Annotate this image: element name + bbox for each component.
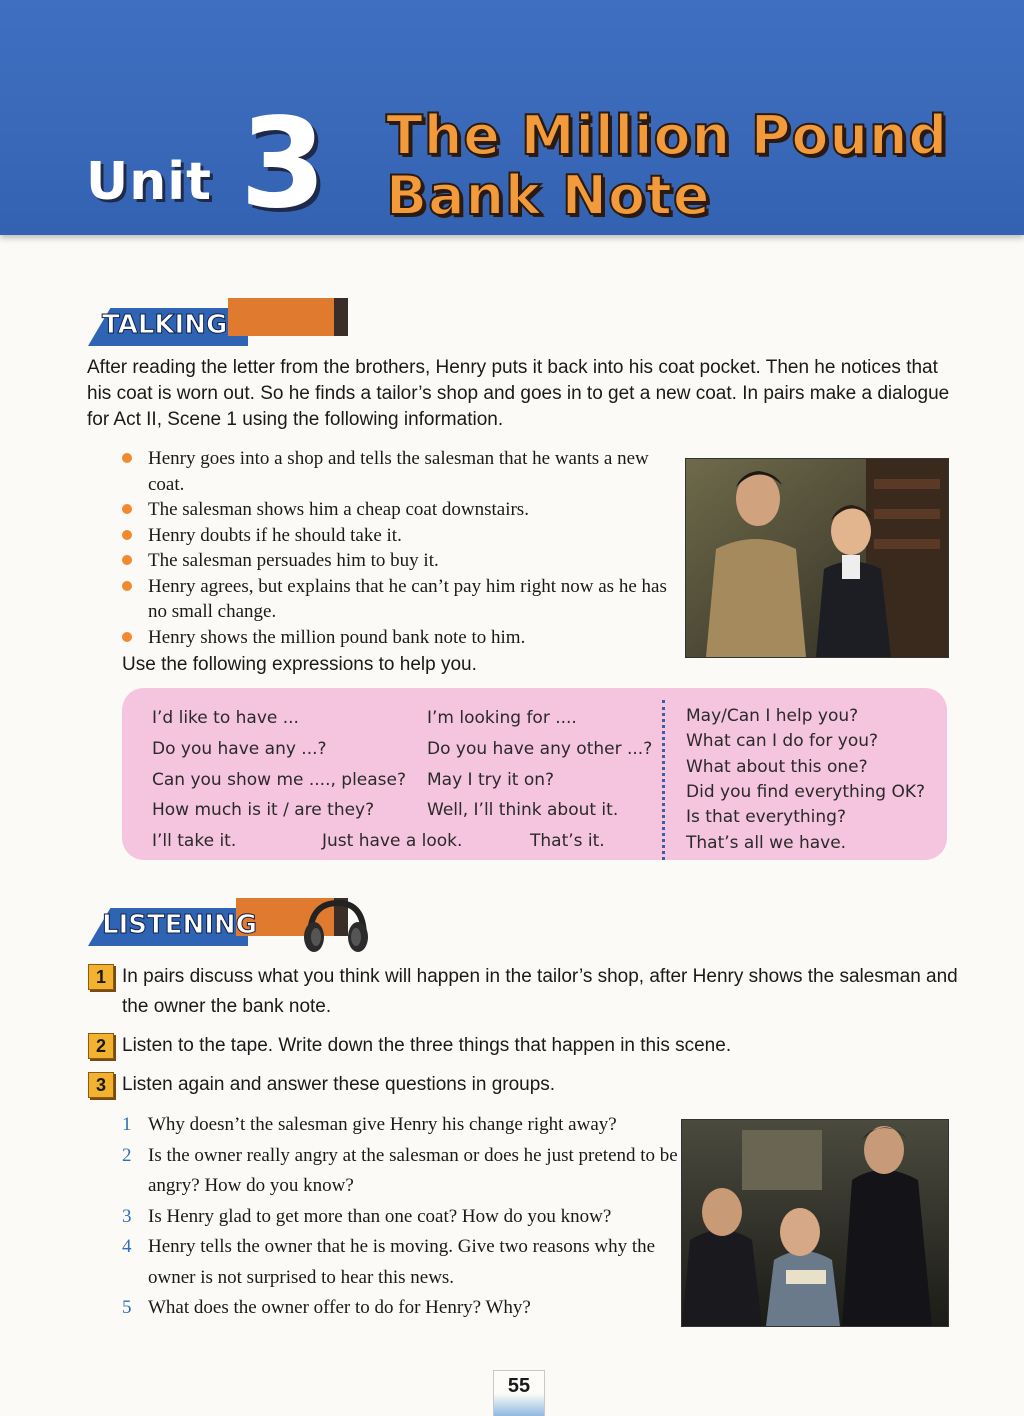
expressions-divider [662,700,665,860]
listening-section-tag [88,898,260,946]
expression: I’ll take it. [152,831,237,851]
task-number-badge: 2 [88,1033,114,1059]
expression: I’d like to have ... [152,708,299,728]
expression: Well, I’ll think about it. [427,800,619,820]
task-number-badge: 3 [88,1072,114,1098]
unit-title-line2: Bank Note [386,164,711,227]
expression: Can you show me ...., please? [152,770,407,790]
talking-section-tag [88,298,260,346]
bullet-dot [122,632,132,642]
expression: What can I do for you? [686,731,879,751]
bullet-dot [122,530,132,540]
film-still-photo-2 [681,1119,949,1327]
talking-intro: After reading the letter from the brothers, Henry puts it back into his coat pocket. Then he notices that his coat is worn out. So he finds a tailor’s shop and goes in to get a new coat. In pairs make a dialogue for Act II, Scene 1 using the following information. [87,357,950,430]
unit-label: Unit [86,152,212,212]
listening-task-3: 3 Listen again and answer these questions in groups. [88,1070,958,1100]
unit-title-line1: The Million Pound [386,104,949,167]
expressions-intro: Use the following expressions to help you. [122,654,477,675]
expression: May/Can I help you? [686,706,859,726]
list-item: 2 Is the owner really angry at the salesman or does he just pretend to be angry? How do you know? [122,1144,678,1196]
question-list [120,1110,680,1324]
headphones-icon [300,897,370,955]
list-item: 4 Henry tells the owner that he is moving. Give two reasons why the owner is not surprised to hear this news. [122,1236,656,1288]
page-number: 55 [493,1370,545,1416]
list-item: Henry shows the million pound bank note to him. [120,625,680,651]
listening-label: LISTENING [102,910,257,940]
talking-label: TALKING [102,310,228,340]
bullet-dot [122,453,132,463]
list-item: Henry agrees, but explains that he can’t pay him right now as he has no small change. [120,574,680,625]
expression: Is that everything? [686,807,846,827]
list-item: Henry goes into a shop and tells the salesman that he wants a new coat. [120,446,680,497]
expression: Do you have any ...? [152,739,327,759]
expression: I’m looking for .... [427,708,577,728]
expression: How much is it / are they? [152,800,375,820]
expression: What about this one? [686,757,868,777]
expression: That’s all we have. [686,833,847,853]
list-item: The salesman shows him a cheap coat downstairs. [120,497,680,523]
unit-number: 3 [240,92,327,236]
bullet-dot [122,504,132,514]
film-still-photo-1 [685,458,949,658]
unit-header [0,0,1024,235]
task-number-badge: 1 [88,964,114,990]
list-item: 1 Why doesn’t the salesman give Henry his change right away? [122,1114,617,1135]
talking-bullet-list [120,446,680,650]
listening-task-2: 2 Listen to the tape. Write down the three things that happen in this scene. [88,1031,958,1061]
expression: May I try it on? [427,770,555,790]
bullet-dot [122,581,132,591]
list-item: The salesman persuades him to buy it. [120,548,680,574]
listening-task-1: 1 In pairs discuss what you think will happen in the tailor’s shop, after Henry shows the salesman and the owner the bank note. [88,962,958,1022]
bullet-dot [122,555,132,565]
list-item: 5 What does the owner offer to do for Henry? Why? [122,1297,531,1318]
expression: That’s it. [530,831,605,851]
list-item: Henry doubts if he should take it. [120,523,680,549]
expression: Did you find everything OK? [686,782,926,802]
expression: Just have a look. [322,831,463,851]
expression: Do you have any other ...? [427,739,653,759]
list-item: 3 Is Henry glad to get more than one coat? How do you know? [122,1205,612,1227]
